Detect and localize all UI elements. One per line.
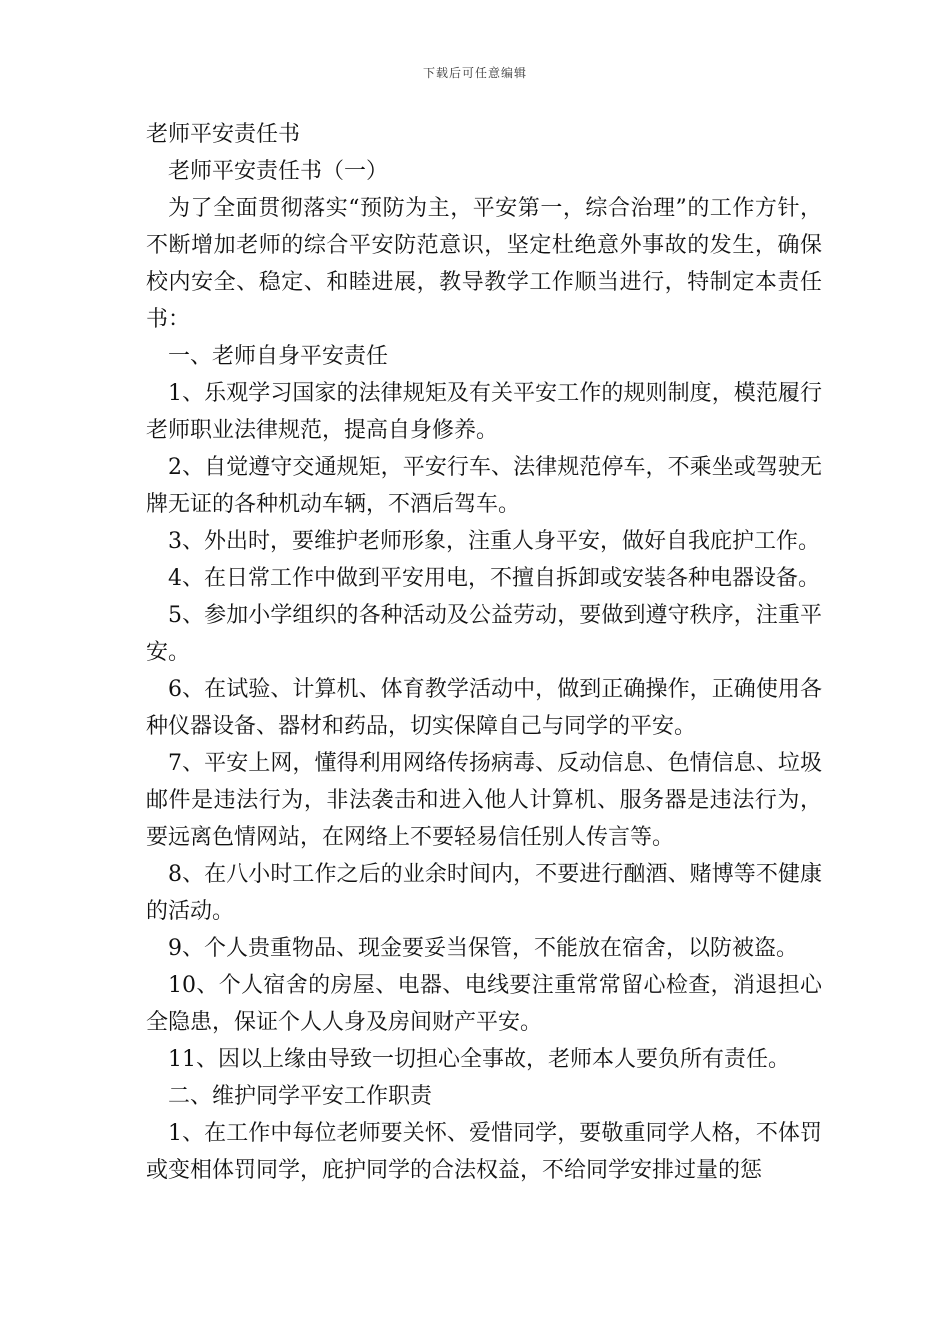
list-item: 5、参加小学组织的各种活动及公益劳动，要做到遵守秩序，注重平安。 xyxy=(146,603,822,665)
list-item: 7、平安上网，懂得利用网络传扬病毒、反动信息、色情信息、垃圾邮件是违法行为，非法袭击和进入他人计算机、服务器是违法行为，要远离色情网站，在网络上不要轻易信任别人传言等。 xyxy=(146,751,822,850)
list-item: 1、乐观学习国家的法律规矩及有关平安工作的规则制度，模范履行老师职业法律规范，提高自身修养。 xyxy=(146,381,822,443)
list-item: 1、在工作中每位老师要关怀、爱惜同学，要敬重同学人格，不体罚或变相体罚同学，庇护同学的合法权益，不给同学安排过量的惩 xyxy=(146,1121,822,1183)
document-subtitle: 老师平安责任书（一） xyxy=(168,159,389,184)
list-item: 11、因以上缘由导致一切担心全事故，老师本人要负所有责任。 xyxy=(168,1047,790,1072)
list-item: 2、自觉遵守交通规矩，平安行车、法律规范停车，不乘坐或驾驶无牌无证的各种机动车辆，不酒后驾车。 xyxy=(146,455,822,517)
list-item: 9、个人贵重物品、现金要妥当保管，不能放在宿舍，以防被盗。 xyxy=(168,936,798,961)
list-item: 8、在八小时工作之后的业余时间内，不要进行酗酒、赌博等不健康的活动。 xyxy=(146,862,822,924)
document-body xyxy=(146,116,822,1189)
document-title: 老师平安责任书 xyxy=(146,122,301,147)
intro-paragraph: 为了全面贯彻落实“预防为主，平安第一，综合治理”的工作方针，不断增加老师的综合平安防范意识，坚定杜绝意外事故的发生，确保校内安全、稳定、和睦进展，教导教学工作顺当进行，特制定本责任书： xyxy=(146,196,822,332)
list-item: 4、在日常工作中做到平安用电，不擅自拆卸或安装各种电器设备。 xyxy=(168,566,820,591)
list-item: 6、在试验、计算机、体育教学活动中，做到正确操作，正确使用各种仪器设备、器材和药品，切实保障自己与同学的平安。 xyxy=(146,677,822,739)
section-heading-1: 一、老师自身平安责任 xyxy=(168,344,389,369)
list-item: 10、个人宿舍的房屋、电器、电线要注重常常留心检查，消退担心全隐患，保证个人人身及房间财产平安。 xyxy=(146,973,822,1035)
section-heading-2: 二、维护同学平安工作职责 xyxy=(168,1084,433,1109)
header-note: 下载后可任意编辑 xyxy=(422,66,527,80)
list-item: 3、外出时，要维护老师形象，注重人身平安，做好自我庇护工作。 xyxy=(168,529,820,554)
